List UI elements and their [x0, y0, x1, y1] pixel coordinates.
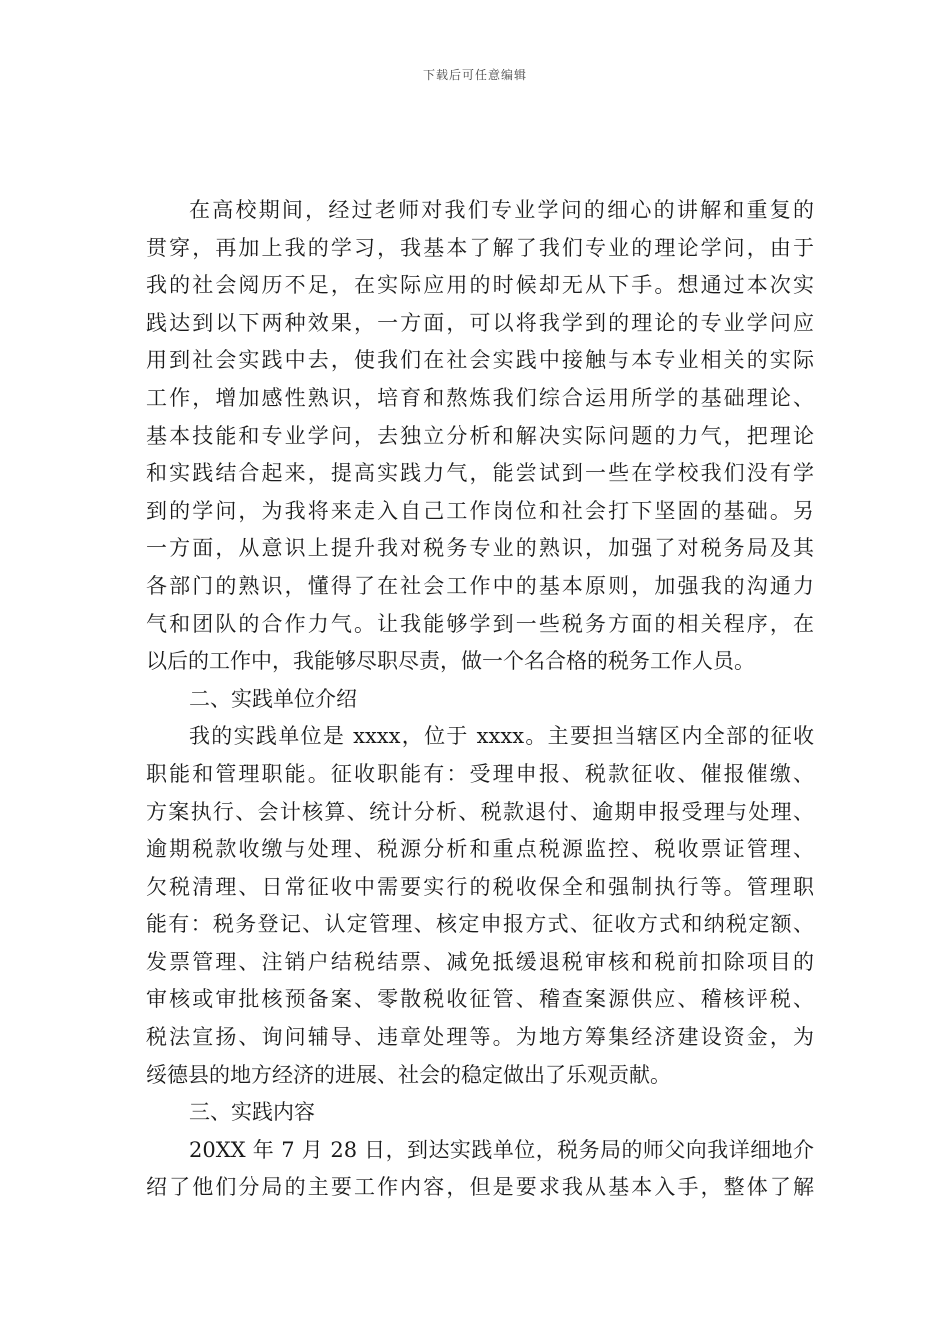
text-line: 20XX 年 7 月 28 日，到达实践单位，税务局的师父向我详细地介 — [189, 1137, 814, 1162]
document-body — [146, 192, 814, 1207]
text-line: 能有：税务登记、认定管理、核定申报方式、征收方式和纳税定额、 — [146, 912, 814, 937]
text-line: 逾期税款收缴与处理、税源分析和重点税源监控、税收票证管理、 — [146, 837, 814, 862]
text-line: 绥德县的地方经济的进展、社会的稳定做出了乐观贡献。 — [146, 1062, 671, 1087]
text-line: 工作，增加感性熟识，培育和熬炼我们综合运用所学的基础理论、 — [146, 385, 814, 410]
text-line: 税法宣扬、询问辅导、违章处理等。为地方筹集经济建设资金，为 — [146, 1025, 814, 1050]
text-line: 用到社会实践中去，使我们在社会实践中接触与本专业相关的实际 — [146, 348, 814, 373]
text-line: 各部门的熟识，懂得了在社会工作中的基本原则，加强我的沟通力 — [146, 573, 814, 598]
text-line: 和实践结合起来，提高实践力气，能尝试到一些在学校我们没有学 — [146, 461, 814, 486]
text-line: 方案执行、会计核算、统计分析、税款退付、逾期申报受理与处理、 — [146, 799, 814, 824]
text-line: 气和团队的合作力气。让我能够学到一些税务方面的相关程序，在 — [146, 611, 814, 636]
text-line: 绍了他们分局的主要工作内容，但是要求我从基本入手，整体了解 — [146, 1175, 814, 1200]
text-line: 以后的工作中，我能够尽职尽责，做一个名合格的税务工作人员。 — [146, 649, 755, 674]
section-heading: 三、实践内容 — [189, 1100, 315, 1125]
text-line: 发票管理、注销户结税结票、减免抵缓退税审核和税前扣除项目的 — [146, 949, 814, 974]
text-line: 践达到以下两种效果，一方面，可以将我学到的理论的专业学问应 — [146, 310, 814, 335]
text-line: 欠税清理、日常征收中需要实行的税收保全和强制执行等。管理职 — [146, 874, 814, 899]
page-header: 下载后可任意编辑 — [422, 68, 527, 82]
text-line: 在高校期间，经过老师对我们专业学问的细心的讲解和重复的 — [189, 198, 814, 222]
section-heading: 二、实践单位介绍 — [189, 686, 357, 711]
text-line: 到的学问，为我将来走入自己工作岗位和社会打下坚固的基础。另 — [146, 498, 814, 523]
text-line: 我的实践单位是 xxxx，位于 xxxx。主要担当辖区内全部的征收 — [189, 724, 814, 749]
text-line: 贯穿，再加上我的学习，我基本了解了我们专业的理论学问，由于 — [146, 235, 814, 260]
text-line: 一方面，从意识上提升我对税务专业的熟识，加强了对税务局及其 — [146, 536, 814, 561]
text-line: 审核或审批核预备案、零散税收征管、稽查案源供应、稽核评税、 — [146, 987, 814, 1012]
text-line: 我的社会阅历不足，在实际应用的时候却无从下手。想通过本次实 — [146, 273, 814, 298]
text-line: 职能和管理职能。征收职能有：受理申报、税款征收、催报催缴、 — [146, 761, 814, 786]
text-line: 基本技能和专业学问，去独立分析和解决实际问题的力气，把理论 — [146, 423, 814, 448]
